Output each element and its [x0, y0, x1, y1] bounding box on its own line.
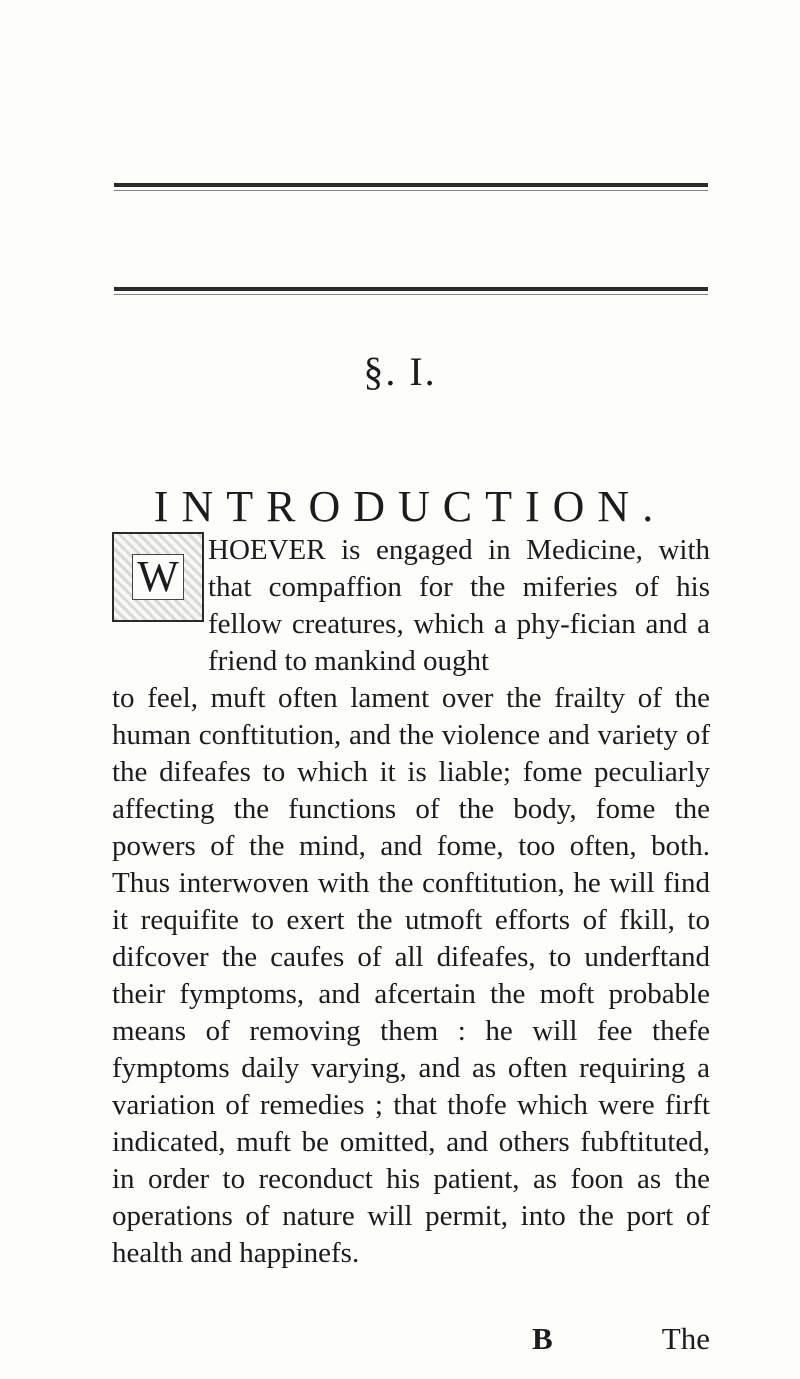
page-footer: [112, 1321, 710, 1365]
second-ornamental-rule: [114, 287, 708, 291]
section-number: §. I.: [363, 349, 437, 394]
chapter-heading: INTRODUCTION.: [153, 482, 667, 532]
second-ornamental-rule-hairline: [114, 294, 708, 295]
opening-lines: HOEVER is engaged in Medicine, with that compaffion for the miferies of his fellow creatures, which a phy-fician and a friend to mankind ought: [208, 534, 710, 677]
decorative-initial: [112, 532, 204, 622]
top-ornamental-rule-hairline: [114, 190, 708, 191]
signature-mark: B: [532, 1321, 553, 1356]
body-paragraph: to feel, muft often lament over the frailty of the human conftitution, and the violence and variety of the difeafes to which it is liable; fome peculiarly affecting the functions of the body, fome the powers of the mind, and fome, too often, both. Thus interwoven with the conftitution, he will find it requifite to exert the utmoft efforts of fkill, to difcover the caufes of all difeafes, to underftand their fymptoms, and afcertain the moft probable means of removing them : he will fee thefe fymptoms daily varying, and as often requiring a variation of remedies ; that thofe which were firft indicated, muft be omitted, and others fubftituted, in order to reconduct his patient, as foon as the operations of nature will permit, into the port of health and happinefs.: [112, 682, 710, 1269]
drop-cap-letter: W: [132, 554, 184, 600]
catchword: The: [661, 1321, 710, 1356]
top-ornamental-rule: [114, 183, 708, 187]
